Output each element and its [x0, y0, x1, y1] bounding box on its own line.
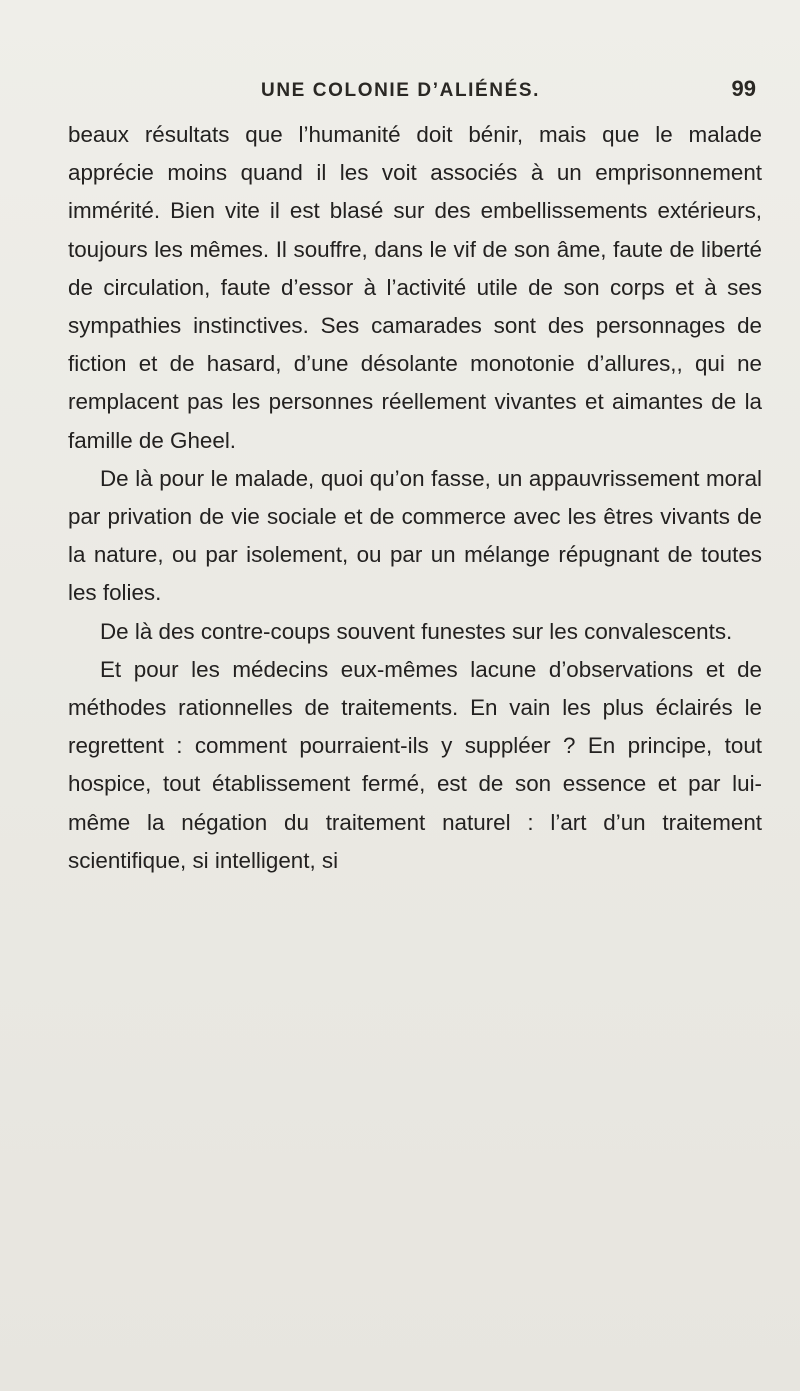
page-header [68, 76, 762, 116]
page-number: 99 [731, 76, 756, 101]
paragraph-1: beaux résultats que l’humanité doit bénir, mais que le malade apprécie moins quand il les voit associés à un emprisonnement immérité. Bien vite il est blasé sur des embellissements extérieurs, toujours les mêmes. Il souffre, dans le vif de son âme, faute de liberté de circulation, faute d’essor à l’activité utile de son corps et à ses sympathies instinctives. Ses camarades sont des personnages de fiction et de hasard, d’une désolante monotonie d’allures,, qui ne remplacent pas les personnes réellement vivantes et aimantes de la famille de Gheel. [68, 122, 762, 453]
paragraph-2: De là pour le malade, quoi qu’on fasse, un appauvrissement moral par privation de vie sociale et de commerce avec les êtres vivants de la nature, ou par isolement, ou par un mélange répugnant de toutes les folies. [68, 465, 762, 606]
paragraph-4: Et pour les médecins eux-mêmes lacune d’observations et de méthodes rationnelles de traitements. En vain les plus éclairés le regrettent : comment pourraient-ils y suppléer ? En principe, tout hospice, tout établissement fermé, est de son essence et par lui-même la négation du traitement naturel : l’art d’un traitement scientifique, si intelligent, si [68, 656, 762, 873]
running-head: UNE COLONIE D’ALIÉNÉS. [261, 80, 541, 101]
paragraph-3: De là des contre-coups souvent funestes sur les convalescents. [100, 618, 733, 644]
body-text [68, 116, 762, 880]
